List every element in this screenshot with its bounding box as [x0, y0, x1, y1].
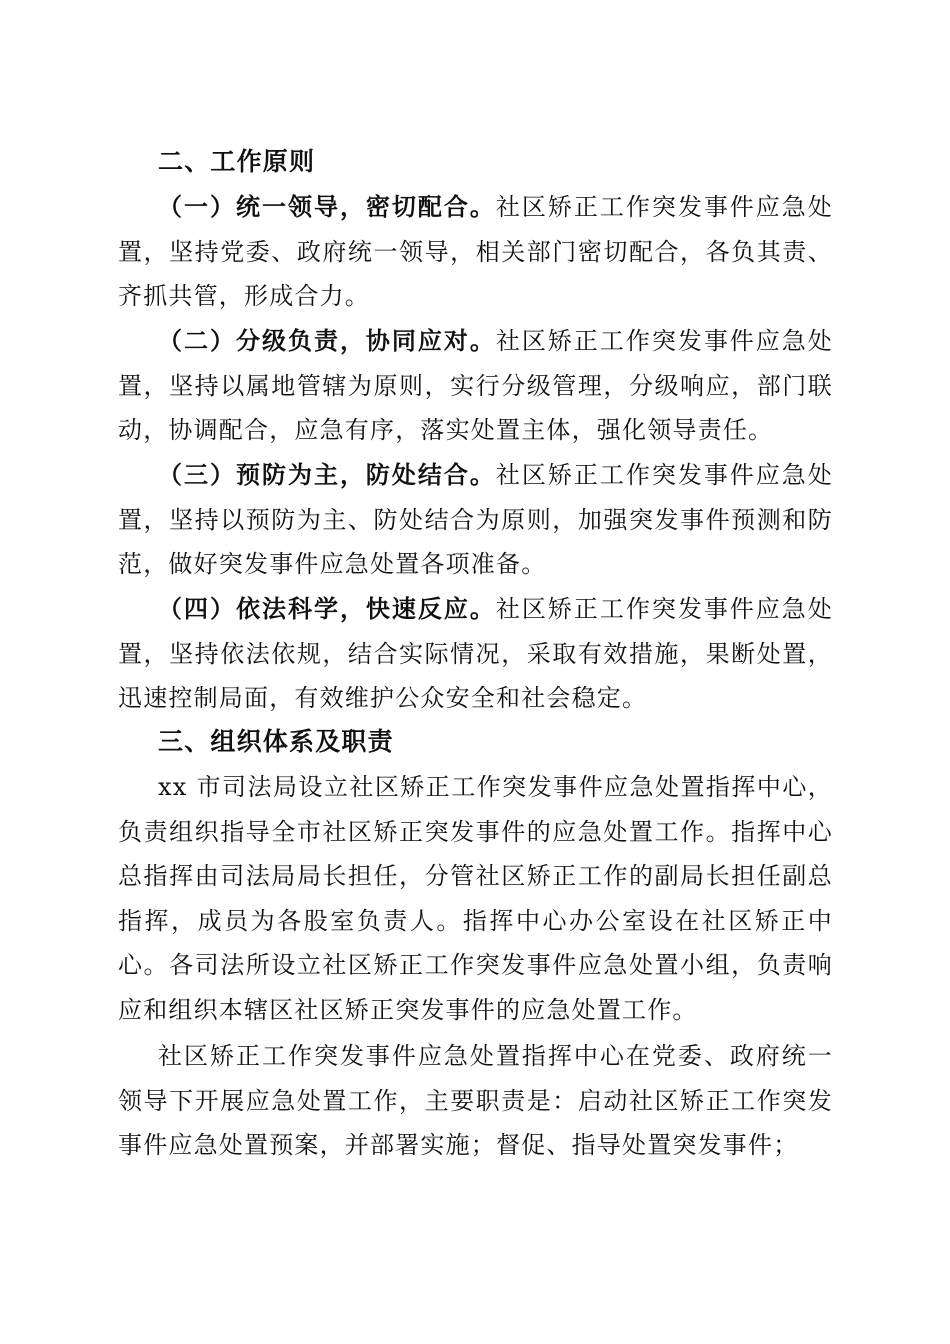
principle-lead-2: （二）分级负责，协同应对。	[158, 327, 496, 355]
principle-body-2: 社区矫正工作突发事件应急处置，坚持以属地管辖为原则，实行分级管理，分级响应，部门联动，协调配合，应急有序，落实处置主体，强化领导责任。	[118, 327, 833, 444]
principle-paragraph-3	[118, 453, 833, 587]
principle-paragraph-1	[118, 185, 833, 319]
principle-body-3: 社区矫正工作突发事件应急处置，坚持以预防为主、防处结合为原则，加强突发事件预测和防范，做好突发事件应急处置各项准备。	[118, 461, 833, 578]
section-heading-principles: 二、工作原则	[158, 147, 316, 176]
principle-body-1: 社区矫正工作突发事件应急处置，坚持党委、政府统一领导，相关部门密切配合，各负其责、齐抓共管，形成合力。	[118, 193, 833, 310]
principle-body-4: 社区矫正工作突发事件应急处置，坚持依法依规，结合实际情况，采取有效措施，果断处置，迅速控制局面，有效维护公众安全和社会稳定。	[118, 595, 833, 712]
principle-lead-4: （四）依法科学，快速反应。	[158, 595, 496, 623]
principle-paragraph-4	[118, 587, 833, 721]
organization-paragraph-2: 社区矫正工作突发事件应急处置指挥中心在党委、政府统一领导下开展应急处置工作，主要职责是：启动社区矫正工作突发事件应急处置预案，并部署实施；督促、指导处置突发事件；	[118, 1042, 833, 1159]
section-heading-organization: 三、组织体系及职责	[158, 727, 394, 756]
principle-paragraph-2	[118, 319, 833, 453]
organization-paragraph-1: xx 市司法局设立社区矫正工作突发事件应急处置指挥中心，负责组织指导全市社区矫正突发事件的应急处置工作。指挥中心总指挥由司法局局长担任，分管社区矫正工作的副局长担任副总指挥，成员为各股室负责人。指挥中心办公室设在社区矫正中心。各司法所设立社区矫正工作突发事件应急处置小组，负责响应和组织本辖区社区矫正突发事件的应急处置工作。	[118, 773, 833, 1024]
principle-lead-3: （三）预防为主，防处结合。	[158, 461, 496, 489]
principle-lead-1: （一）统一领导，密切配合。	[158, 193, 496, 221]
